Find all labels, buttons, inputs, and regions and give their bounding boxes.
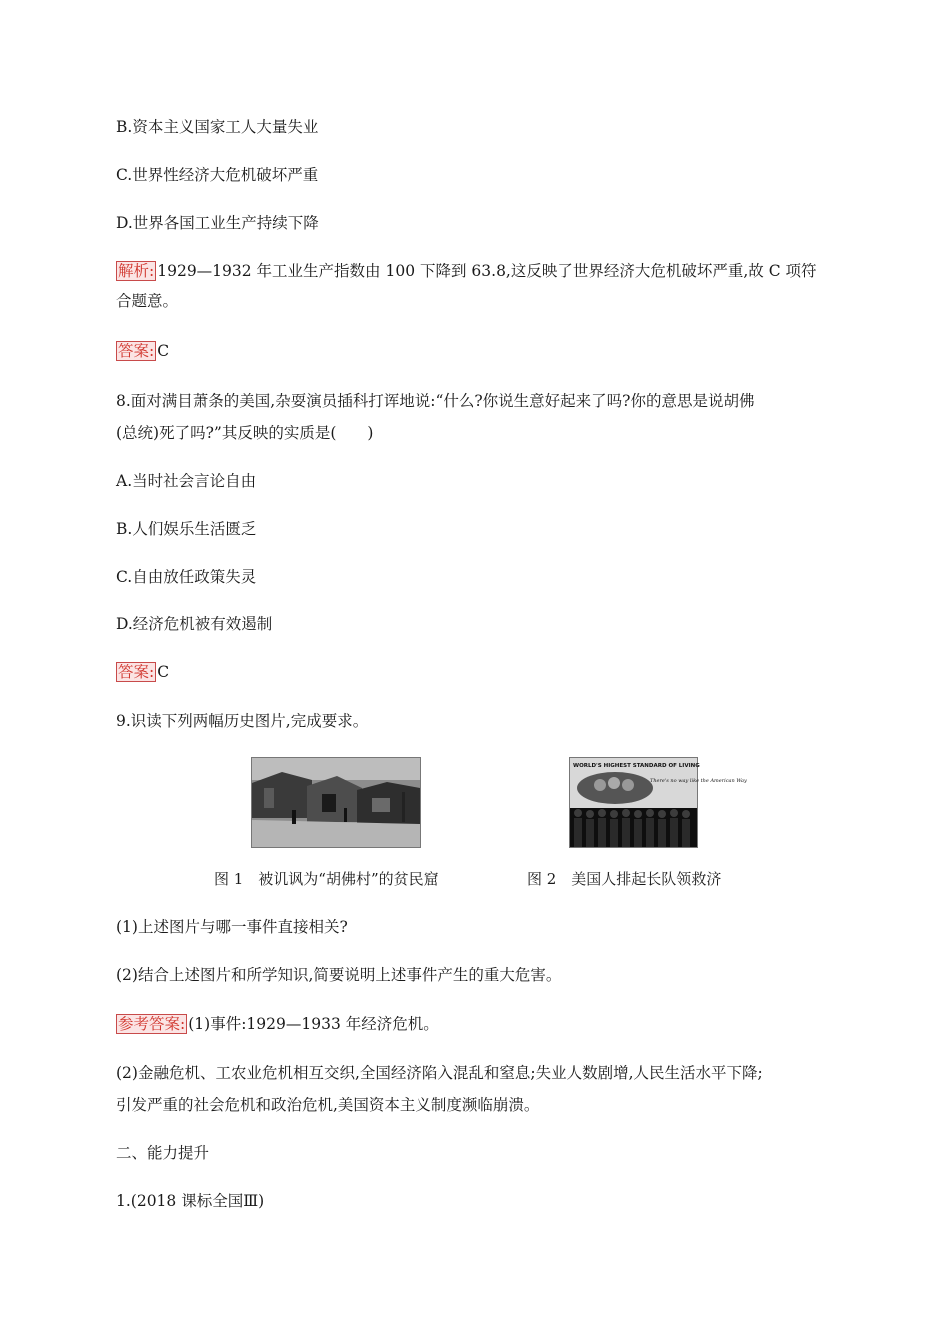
q8-answer xyxy=(116,662,169,682)
q9-sub-question-1: (1)上述图片与哪一事件直接相关? xyxy=(116,918,348,936)
figure-2-sign-top: WORLD'S HIGHEST STANDARD OF LIVING xyxy=(573,763,700,769)
q9-sub-question-2: (2)结合上述图片和所学知识,简要说明上述事件产生的重大危害。 xyxy=(116,966,562,984)
q9-stem: 9.识读下列两幅历史图片,完成要求。 xyxy=(116,712,369,730)
q7-option-d: D.世界各国工业生产持续下降 xyxy=(116,214,319,232)
analysis-text: 1929—1932 年工业生产指数由 100 下降到 63.8,这反映了世界经济大危机破坏严重,故 C 项符 xyxy=(157,262,817,280)
q8-option-d: D.经济危机被有效遏制 xyxy=(116,615,273,633)
reference-answer-1: (1)事件:1929—1933 年经济危机。 xyxy=(188,1015,439,1033)
q8-option-c: C.自由放任政策失灵 xyxy=(116,568,257,586)
section-heading: 二、能力提升 xyxy=(116,1144,210,1162)
q7-analysis xyxy=(116,261,817,281)
figure-1-photo xyxy=(251,757,421,848)
q7-option-b: B.资本主义国家工人大量失业 xyxy=(116,118,319,136)
q8-stem-cont: (总统)死了吗?”其反映的实质是( ) xyxy=(116,424,374,442)
q8-option-a: A.当时社会言论自由 xyxy=(116,472,257,490)
reference-tag: 参考答案: xyxy=(118,1015,186,1033)
figure-1-caption: 图 1 被讥讽为“胡佛村”的贫民窟 xyxy=(214,870,439,888)
q7-option-c: C.世界性经济大危机破坏严重 xyxy=(116,166,319,184)
analysis-tag: 解析: xyxy=(118,262,155,280)
q7-answer xyxy=(116,341,169,361)
section2-question-1: 1.(2018 课标全国Ⅲ) xyxy=(116,1192,265,1210)
q9-reference-answer-2: (2)金融危机、工农业危机相互交织,全国经济陷入混乱和窒息;失业人数剧增,人民生活水平下降; xyxy=(116,1064,763,1082)
answer-tag: 答案: xyxy=(118,342,155,360)
figure-2-photo xyxy=(569,757,747,848)
answer-value: C xyxy=(157,342,170,360)
q7-analysis-cont: 合题意。 xyxy=(116,292,179,310)
figure-2-caption: 图 2 美国人排起长队领救济 xyxy=(527,870,722,888)
q8-option-b: B.人们娱乐生活匮乏 xyxy=(116,520,257,538)
answer-tag: 答案: xyxy=(118,663,155,681)
q8-stem: 8.面对满目萧条的美国,杂耍演员插科打诨地说:“什么?你说生意好起来了吗?你的意思是说胡佛 xyxy=(116,392,755,410)
q9-reference-answer-2-cont: 引发严重的社会危机和政治危机,美国资本主义制度濒临崩溃。 xyxy=(116,1096,540,1114)
figure-2-sign-script: There's no way like the American Way xyxy=(650,778,747,784)
q9-reference-answer xyxy=(116,1014,439,1034)
answer-value: C xyxy=(157,663,170,681)
